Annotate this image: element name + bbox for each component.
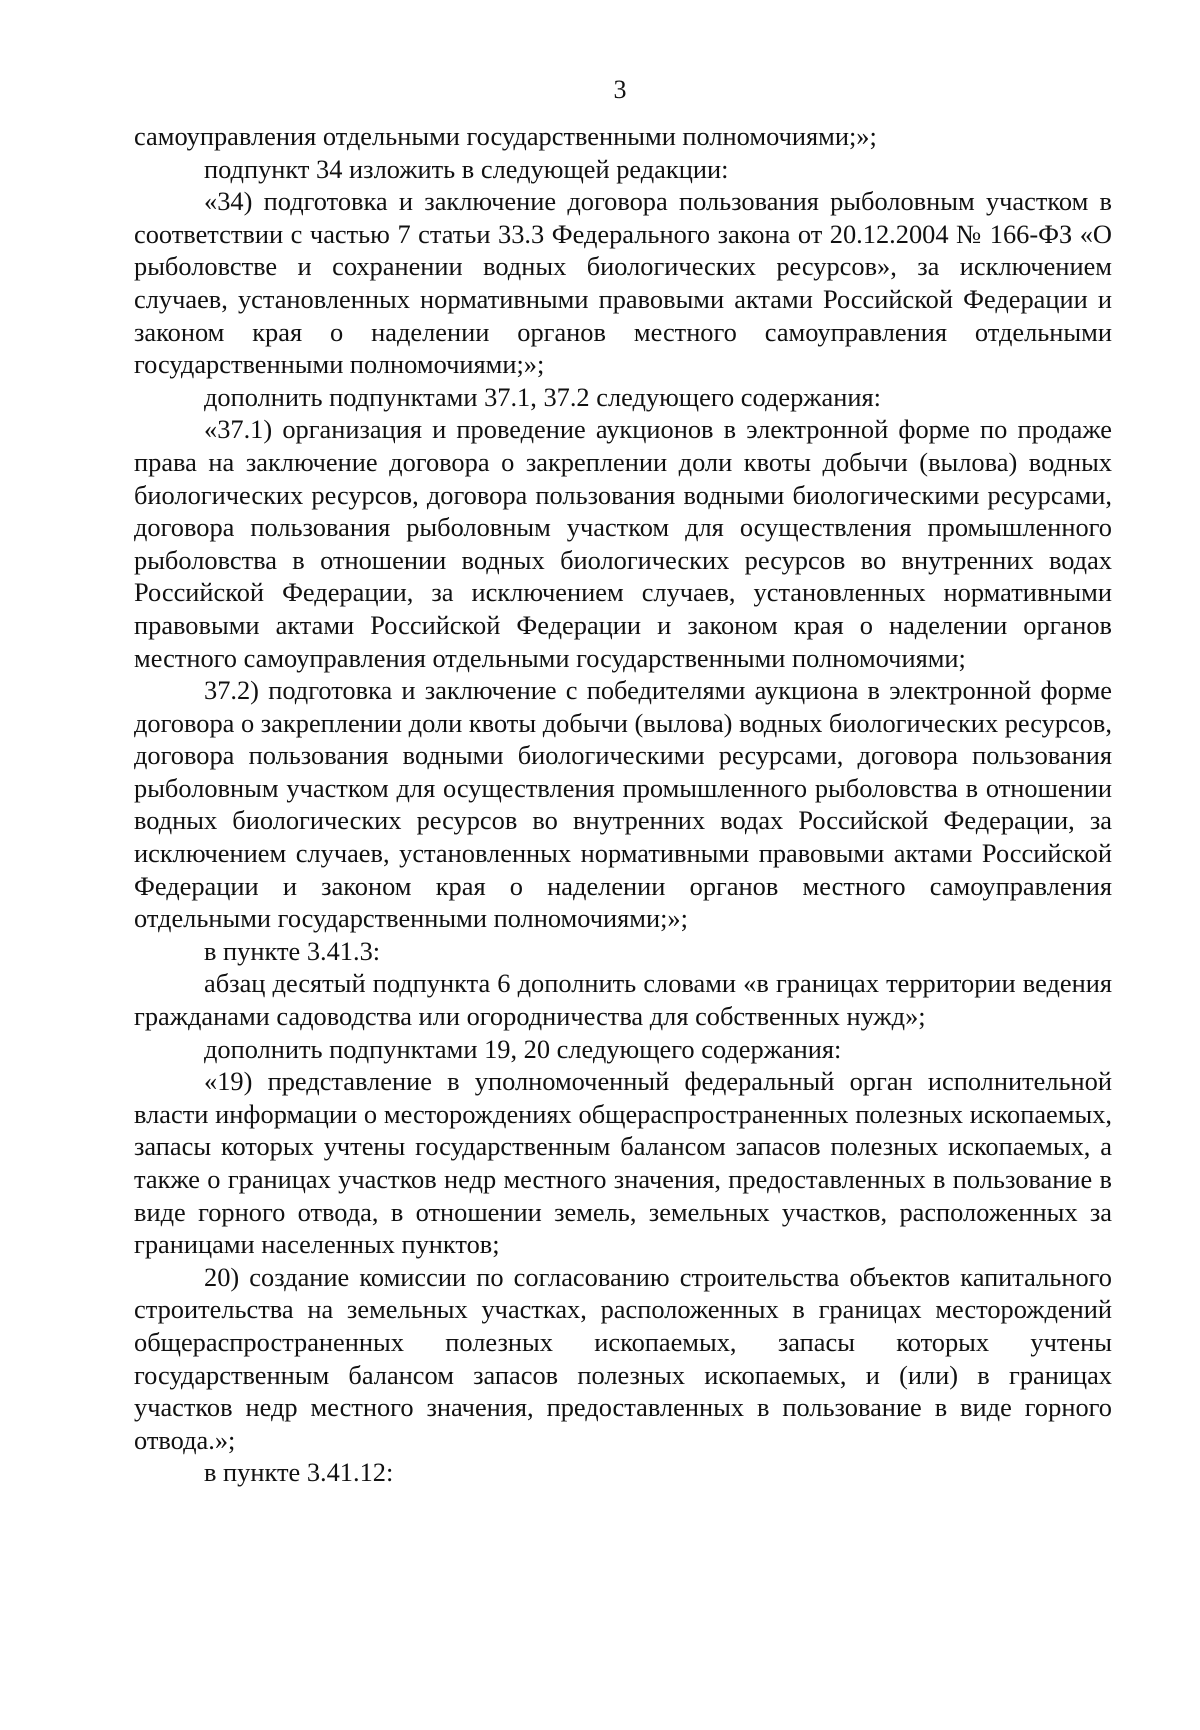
paragraph-continuation: самоуправления отдельными государственными полномочиями;»; [134,121,877,151]
paragraph-subpoints-19-20-instruction: дополнить подпунктами 19, 20 следующего содержания: [204,1033,842,1064]
paragraph-subpoint-20-text: 20) создание комиссии по согласованию строительства объектов капитального строительства на земельных участках, расположенных в границах месторождений общераспространенных полезных ископаемых, запасы которых учтены государственным балансом запасов полезных ископаемых, и (или) в границах участков недр местного значения, предоставленных в пользование в виде горного отвода.»; [134,1261,1112,1455]
paragraph-point-3-41-3-heading: в пункте 3.41.3: [204,935,381,966]
paragraph-subpoints-37-instruction: дополнить подпунктами 37.1, 37.2 следующего содержания: [204,381,881,412]
paragraph-point-3-41-12-heading: в пункте 3.41.12: [204,1457,394,1488]
paragraph-subpoint-19-text: «19) представление в уполномоченный федеральный орган исполнительной власти информации о месторождениях общераспространенных полезных ископаемых, запасы которых учтены государственным балансом запасов полезных ископаемых, а также о границах участков недр местного значения, предоставленных в пользование в виде горного отвода, в отношении земель, земельных участков, расположенных за границами населенных пунктов; [134,1066,1112,1260]
paragraph-subpoint-37-1-text: «37.1) организация и проведение аукционов в электронной форме по продаже права на заключение договора о закреплении доли квоты добычи (вылова) водных биологических ресурсов, договора пользования водными биологическими ресурсами, договора пользования рыболовным участком для осуществления промышленного рыболовства в отношении водных биологических ресурсов во внутренних водах Российской Федерации, за исключением случаев, установленных нормативными правовыми актами Российской Федерации и законом края о наделении органов местного самоуправления отдельными государственными полномочиями; [134,414,1112,673]
paragraph-subpoint-34-text: «34) подготовка и заключение договора пользования рыболовным участком в соответствии с частью 7 статьи 33.3 Федерального закона от 20.12.2004 № 166-ФЗ «О рыболовстве и сохранении водных биологических ресурсов», за исключением случаев, установленных нормативными правовыми актами Российской Федерации и законом края о наделении органов местного самоуправления отдельными государственными полномочиями;»; [134,186,1112,380]
paragraph-subpoint-37-2-text: 37.2) подготовка и заключение с победителями аукциона в электронной форме договора о закреплении доли квоты добычи (вылова) водных биологических ресурсов, договора пользования водными биологическими ресурсами, договора пользования рыболовным участком для осуществления промышленного рыболовства в отношении водных биологических ресурсов во внутренних водах Российской Федерации, за исключением случаев, установленных нормативными правовыми актами Российской Федерации и законом края о наделении органов местного самоуправления отдельными государственными полномочиями;»; [134,675,1112,934]
page-number: 3 [613,75,627,104]
paragraph-subpoint-34-instruction: подпункт 34 изложить в следующей редакции: [204,153,729,184]
document-body [134,120,1112,1489]
paragraph-abzac-tenth-amendment: абзац десятый подпункта 6 дополнить словами «в границах территории ведения гражданами садоводства или огородничества для собственных нужд»; [134,968,1112,1032]
